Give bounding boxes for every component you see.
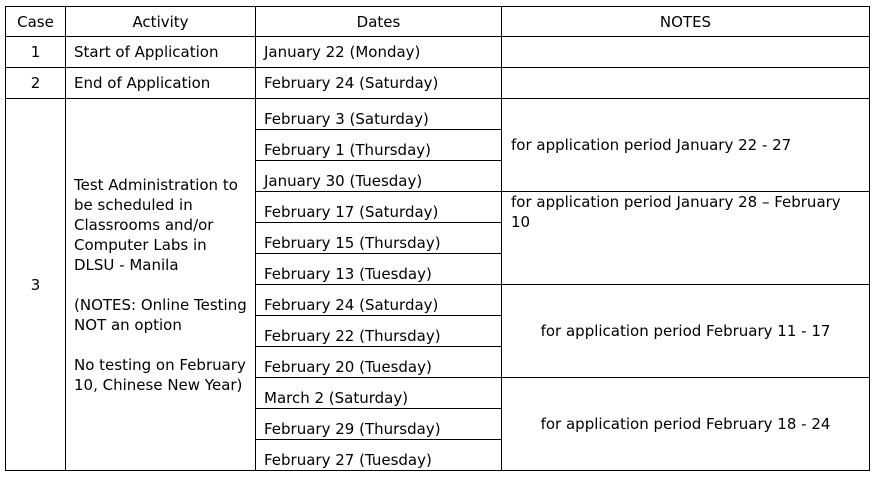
date-cell: February 15 (Thursday) xyxy=(256,223,502,254)
schedule-table xyxy=(5,6,870,471)
date-cell: February 13 (Tuesday) xyxy=(256,254,502,285)
case-number: 1 xyxy=(6,37,66,68)
activity-main-text: Test Administration to be scheduled in Classrooms and/or Computer Labs in DLSU - Manila xyxy=(74,175,238,274)
date-cell: January 22 (Monday) xyxy=(256,37,502,68)
activity-note-online: (NOTES: Online Testing NOT an option xyxy=(74,295,247,334)
header-activity: Activity xyxy=(66,7,256,37)
date-cell: February 22 (Thursday) xyxy=(256,316,502,347)
activity-cell xyxy=(66,99,256,471)
note-cell: for application period January 22 - 27 xyxy=(502,99,870,192)
date-cell: February 20 (Tuesday) xyxy=(256,347,502,378)
date-cell: February 17 (Saturday) xyxy=(256,192,502,223)
table-row xyxy=(6,37,870,68)
date-cell: March 2 (Saturday) xyxy=(256,378,502,409)
note-cell xyxy=(502,37,870,68)
date-cell: February 24 (Saturday) xyxy=(256,68,502,99)
table-row xyxy=(6,99,870,130)
date-cell: February 29 (Thursday) xyxy=(256,409,502,440)
case-number: 3 xyxy=(6,99,66,471)
activity-cell: Start of Application xyxy=(66,37,256,68)
note-cell: for application period February 11 - 17 xyxy=(502,285,870,378)
note-cell xyxy=(502,68,870,99)
header-dates: Dates xyxy=(256,7,502,37)
note-cell: for application period January 28 – February 10 xyxy=(502,192,870,285)
header-case: Case xyxy=(6,7,66,37)
date-cell: February 27 (Tuesday) xyxy=(256,440,502,471)
date-cell: February 3 (Saturday) xyxy=(256,99,502,130)
header-notes: NOTES xyxy=(502,7,870,37)
table-row xyxy=(6,68,870,99)
date-cell: February 24 (Saturday) xyxy=(256,285,502,316)
header-row xyxy=(6,7,870,37)
activity-note-holiday: No testing on February 10, Chinese New Year) xyxy=(74,355,246,394)
case-number: 2 xyxy=(6,68,66,99)
date-cell: February 1 (Thursday) xyxy=(256,130,502,161)
date-cell: January 30 (Tuesday) xyxy=(256,161,502,192)
activity-cell: End of Application xyxy=(66,68,256,99)
note-cell: for application period February 18 - 24 xyxy=(502,378,870,471)
